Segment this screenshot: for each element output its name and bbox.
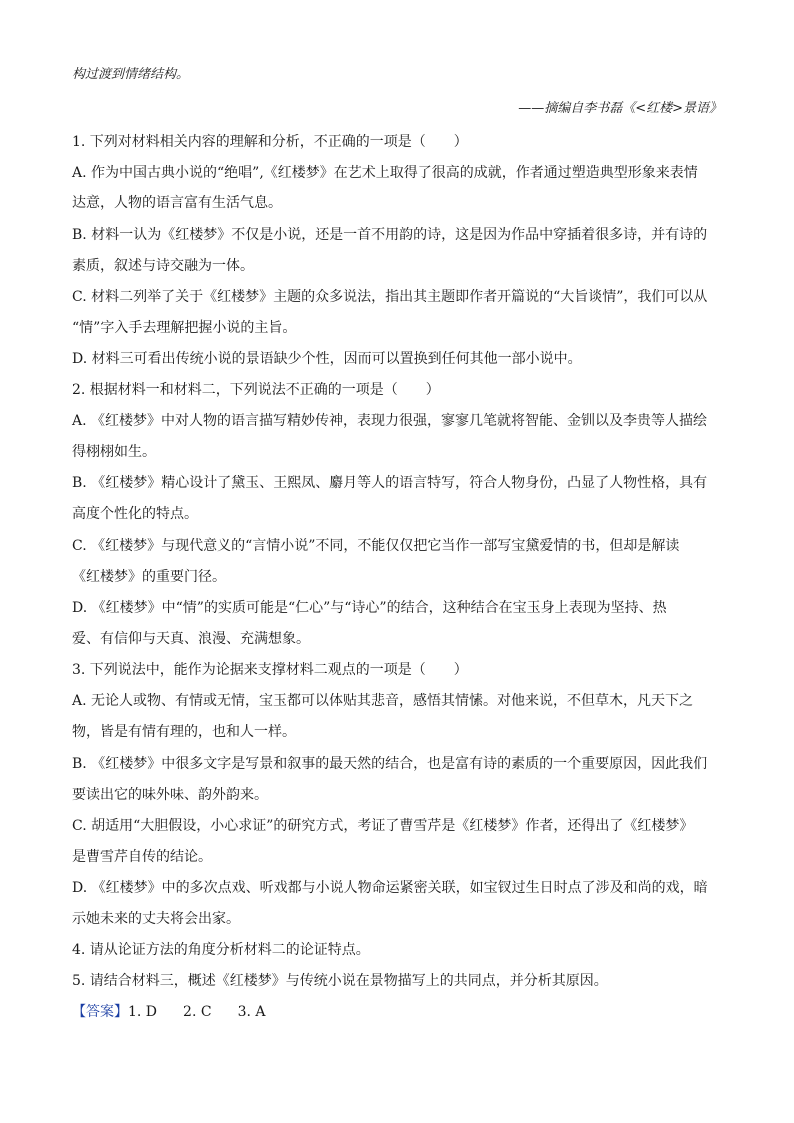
- question-3-stem: 3. 下列说法中，能作为论据来支撑材料二观点的一项是（ ）: [72, 662, 468, 678]
- question-2-option-a-line2: 得栩栩如生。: [72, 444, 156, 460]
- question-2-option-b-line2: 高度个性化的特点。: [72, 506, 198, 522]
- question-3-option-c-line2: 是曹雪芹自传的结论。: [72, 849, 212, 865]
- question-3-option-d-line1: D. 《红楼梦》中的多次点戏、听戏都与小说人物命运紧密关联，如宝钗过生日时点了涉及和尚的戏，暗: [72, 880, 708, 896]
- question-4-stem: 4. 请从论证方法的角度分析材料二的论证特点。: [72, 942, 370, 958]
- question-1-option-c-line1: C. 材料二列举了关于《红楼梦》主题的众多说法，指出其主题即作者开篇说的“大旨谈情”，我们可以从: [72, 289, 708, 305]
- question-1-option-b-line2: 素质，叙述与诗交融为一体。: [72, 258, 254, 274]
- question-1-stem: 1. 下列对材料相关内容的理解和分析，不正确的一项是（ ）: [72, 134, 468, 150]
- answer-line: [72, 1003, 266, 1021]
- question-2-option-b-line1: B. 《红楼梦》精心设计了黛玉、王熙凤、麝月等人的语言特写，符合人物身份，凸显了人物性格，具有: [72, 475, 708, 491]
- question-1-option-c-line2: “情”字入手去理解把握小说的主旨。: [72, 320, 297, 336]
- question-2-option-d-line1: D. 《红楼梦》中“情”的实质可能是“仁心”与“诗心”的结合，这种结合在宝玉身上表现为坚持、热: [72, 600, 667, 616]
- question-2-stem: 2. 根据材料一和材料二，下列说法不正确的一项是（ ）: [72, 382, 440, 398]
- answer-item-1: 1. D: [128, 1004, 158, 1020]
- question-1-option-a-line2: 达意，人物的语言富有生活气息。: [72, 195, 282, 211]
- answer-item-3: 3. A: [237, 1004, 266, 1020]
- question-1-option-d: D. 材料三可看出传统小说的景语缺少个性，因而可以置换到任何其他一部小说中。: [72, 351, 582, 367]
- question-3-option-b-line2: 要读出它的味外味、韵外韵来。: [72, 787, 268, 803]
- question-3-option-a-line1: A. 无论人或物、有情或无情，宝玉都可以体贴其悲音，感悟其情愫。对他来说，不但草木，凡天下之: [72, 693, 694, 709]
- question-3-option-b-line1: B. 《红楼梦》中很多文字是写景和叙事的最天然的结合，也是富有诗的素质的一个重要原因，因此我们: [72, 756, 708, 772]
- question-3-option-d-line2: 示她未来的丈夫将会出家。: [72, 911, 240, 927]
- answer-item-2: 2. C: [183, 1004, 212, 1020]
- source-attribution: ——摘编自李书磊《<红楼>景语》: [518, 101, 722, 116]
- question-3-option-c-line1: C. 胡适用“大胆假设，小心求证”的研究方式，考证了曹雪芹是《红楼梦》作者，还得出了《红楼梦》: [72, 818, 694, 834]
- question-2-option-a-line1: A. 《红楼梦》中对人物的语言描写精妙传神，表现力很强，寥寥几笔就将智能、金钏以及李贵等人描绘: [72, 413, 708, 429]
- answer-label: 【答案】: [72, 1004, 128, 1020]
- intro-tail-text: 构过渡到情绪结构。: [72, 67, 190, 82]
- question-5-stem: 5. 请结合材料三，概述《红楼梦》与传统小说在景物描写上的共同点，并分析其原因。: [72, 973, 608, 989]
- question-1-option-b-line1: B. 材料一认为《红楼梦》不仅是小说，还是一首不用韵的诗，这是因为作品中穿插着很多诗，并有诗的: [72, 227, 708, 243]
- question-1-option-a-line1: A. 作为中国古典小说的“绝唱”,《红楼梦》在艺术上取得了很高的成就，作者通过塑造典型形象来表情: [72, 165, 698, 181]
- question-2-option-c-line1: C. 《红楼梦》与现代意义的“言情小说”不同，不能仅仅把它当作一部写宝黛爱情的书，但却是解读: [72, 538, 680, 554]
- question-2-option-c-line2: 《红楼梦》的重要门径。: [72, 569, 226, 585]
- question-2-option-d-line2: 爱、有信仰与天真、浪漫、充满想象。: [72, 631, 310, 647]
- question-3-option-a-line2: 物，皆是有情有理的，也和人一样。: [72, 724, 296, 740]
